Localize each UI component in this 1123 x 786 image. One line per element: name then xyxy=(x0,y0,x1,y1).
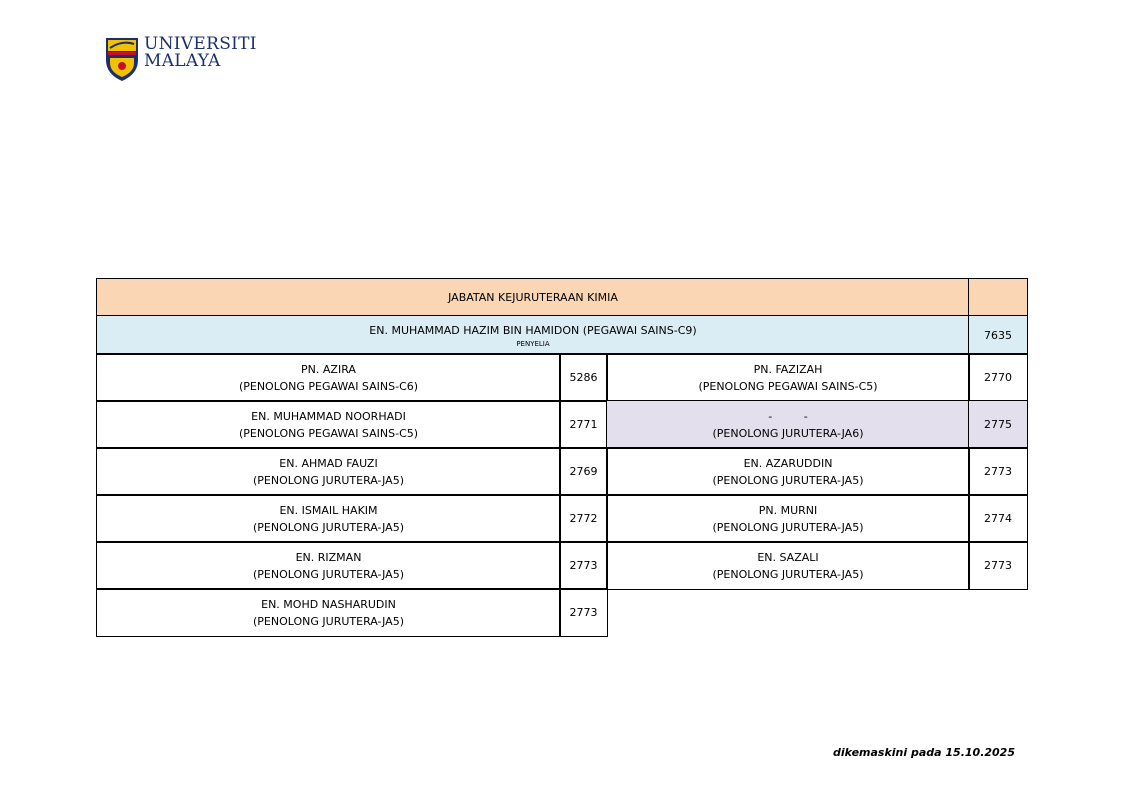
staff-ext: 2774 xyxy=(984,512,1012,525)
staff-ext: 2773 xyxy=(569,606,598,619)
staff-ext-cell xyxy=(968,541,1028,590)
crest-icon xyxy=(104,36,140,82)
staff-name-cell xyxy=(606,494,970,543)
staff-name-cell xyxy=(606,541,970,590)
staff-position: (PENOLONG PEGAWAI SAINS-C5) xyxy=(238,426,419,440)
staff-ext: 2775 xyxy=(984,418,1012,431)
last-updated-note: dikemaskini pada 15.10.2025 xyxy=(833,746,1015,759)
staff-ext: 2769 xyxy=(569,465,598,478)
staff-directory-table xyxy=(96,278,1028,637)
staff-ext-cell xyxy=(968,494,1028,543)
supervisor-cell xyxy=(96,315,970,355)
staff-name: EN. AZARUDDIN xyxy=(743,456,833,470)
staff-ext-cell xyxy=(968,447,1028,496)
staff-position: (PENOLONG JURUTERA-JA5) xyxy=(253,473,404,487)
university-logo xyxy=(104,34,264,84)
staff-name: EN. ISMAIL HAKIM xyxy=(279,503,378,517)
staff-position: (PENOLONG JURUTERA-JA6) xyxy=(712,426,864,440)
staff-name-cell xyxy=(96,447,561,496)
logo-text-line2: MALAYA xyxy=(144,51,221,71)
staff-position: (PENOLONG JURUTERA-JA5) xyxy=(253,614,404,628)
staff-position: (PENOLONG PEGAWAI SAINS-C5) xyxy=(698,379,878,393)
staff-name: EN. AHMAD FAUZI xyxy=(279,456,378,470)
staff-position: (PENOLONG PEGAWAI SAINS-C6) xyxy=(238,379,419,393)
staff-ext-cell xyxy=(559,494,608,543)
staff-ext-cell xyxy=(559,353,608,402)
supervisor-name: EN. MUHAMMAD HAZIM BIN HAMIDON (PEGAWAI SAINS-C9) xyxy=(369,323,697,337)
staff-ext: 2773 xyxy=(984,559,1012,572)
staff-position: (PENOLONG JURUTERA-JA5) xyxy=(712,567,864,581)
staff-ext: 2771 xyxy=(569,418,598,431)
supervisor-ext: 7635 xyxy=(984,328,1012,342)
logo-text-line1: UNIVERSITI xyxy=(144,34,257,54)
department-title: JABATAN KEJURUTERAAN KIMIA xyxy=(448,291,618,304)
staff-ext: 2773 xyxy=(984,465,1012,478)
staff-ext-cell xyxy=(559,588,608,637)
staff-name-cell xyxy=(96,400,561,449)
supervisor-role: PENYELIA xyxy=(516,339,550,348)
staff-position: (PENOLONG JURUTERA-JA5) xyxy=(712,473,864,487)
staff-name: PN. MURNI xyxy=(758,503,818,517)
staff-name: PN. FAZIZAH xyxy=(753,362,823,376)
supervisor-ext-cell xyxy=(968,315,1028,355)
staff-name-cell xyxy=(96,353,561,402)
staff-name-cell xyxy=(96,494,561,543)
staff-name-cell xyxy=(606,353,970,402)
staff-ext-cell xyxy=(559,400,608,449)
staff-ext-cell xyxy=(559,447,608,496)
staff-name: EN. SAZALI xyxy=(757,550,819,564)
staff-position: (PENOLONG JURUTERA-JA5) xyxy=(712,520,864,534)
staff-ext: 2773 xyxy=(569,559,598,572)
staff-ext-cell xyxy=(968,353,1028,402)
vacant-ext-cell xyxy=(968,400,1028,449)
staff-name-cell xyxy=(606,447,970,496)
staff-ext: 2770 xyxy=(984,371,1012,384)
staff-position: (PENOLONG JURUTERA-JA5) xyxy=(253,520,404,534)
staff-ext-cell xyxy=(559,541,608,590)
staff-name: PN. AZIRA xyxy=(301,362,356,376)
staff-name-cell xyxy=(96,588,561,637)
staff-ext: 5286 xyxy=(569,371,598,384)
vacant-name-cell xyxy=(606,400,970,449)
staff-name: EN. MOHD NASHARUDIN xyxy=(261,597,396,611)
staff-position: (PENOLONG JURUTERA-JA5) xyxy=(253,567,404,581)
staff-name-cell xyxy=(96,541,561,590)
staff-name: - - xyxy=(768,409,808,423)
staff-ext: 2772 xyxy=(569,512,598,525)
department-ext-cell xyxy=(968,278,1028,317)
staff-name: EN. MUHAMMAD NOORHADI xyxy=(251,409,406,423)
staff-name: EN. RIZMAN xyxy=(295,550,362,564)
department-title-cell xyxy=(96,278,970,317)
